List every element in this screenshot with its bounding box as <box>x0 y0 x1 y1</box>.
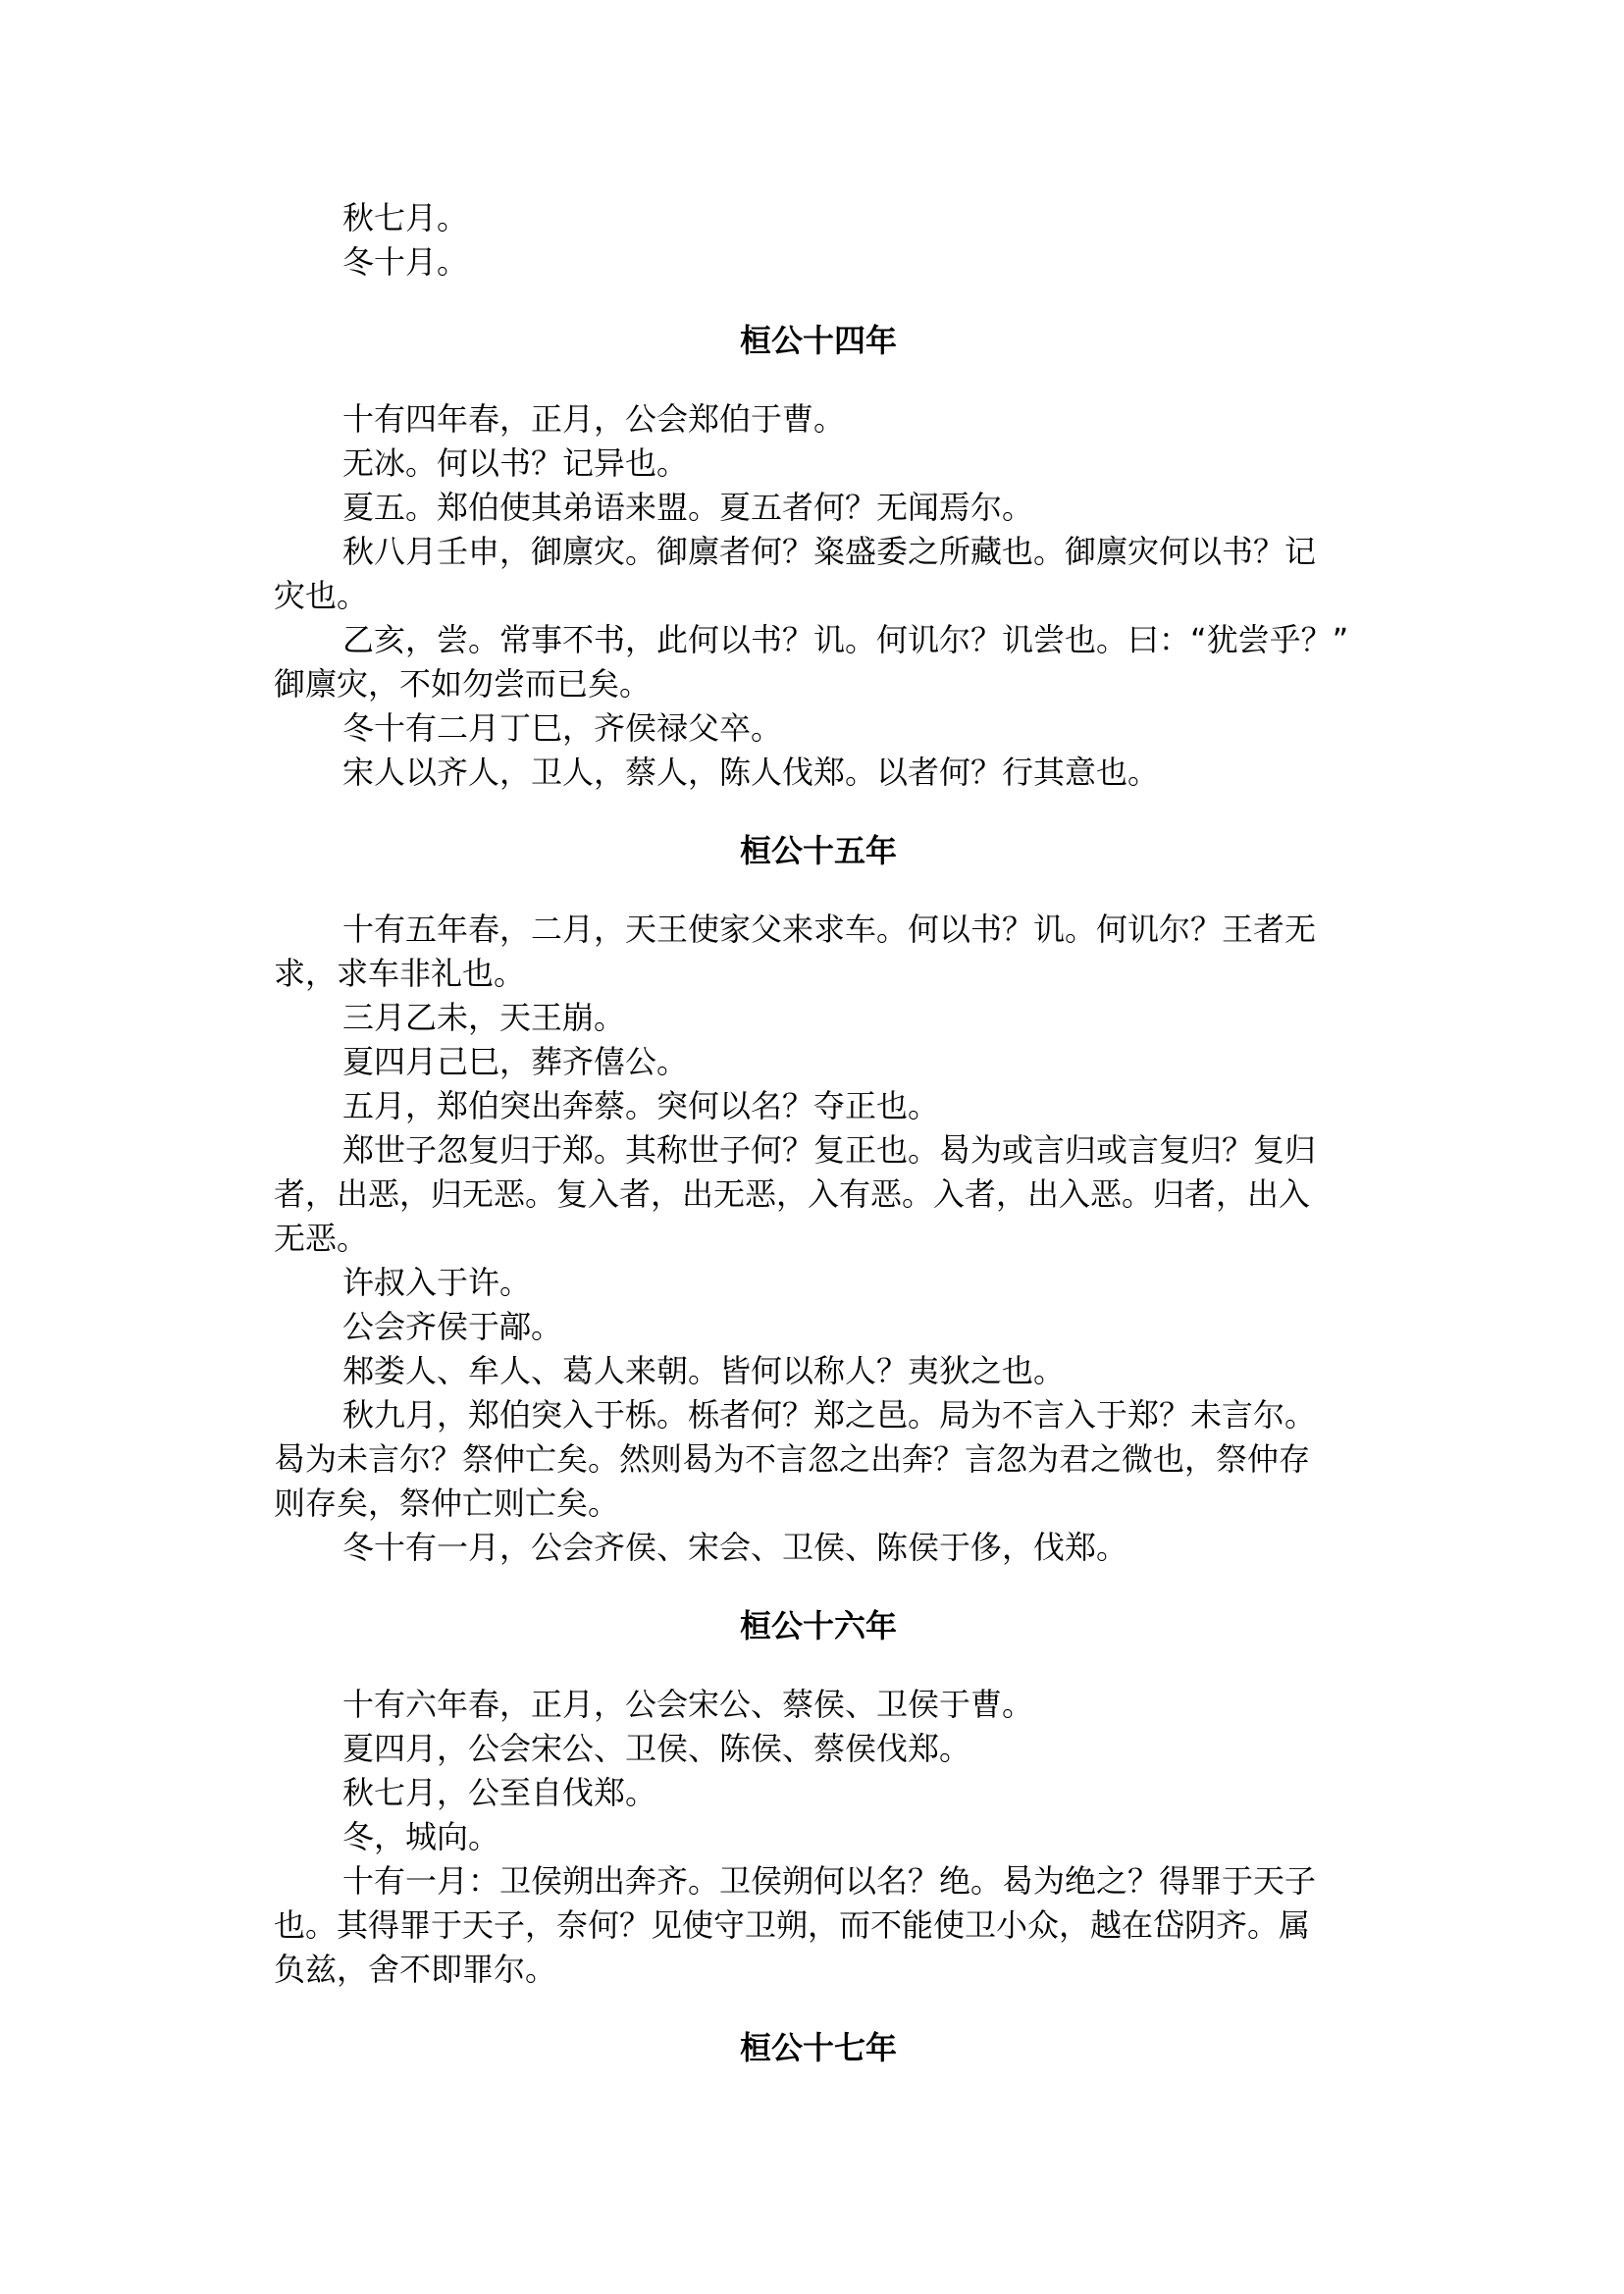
text-line: 灾也。 <box>274 577 369 614</box>
text-line: 公会齐侯于鄗。 <box>342 1308 563 1345</box>
text-line: 宋人以齐人，卫人，蔡人，陈人伐郑。以者何？行其意也。 <box>342 754 1160 791</box>
paragraph <box>274 618 1363 706</box>
text-line: 也。其得罪于天子，奈何？见使守卫朔，而不能使卫小众，越在岱阴齐。属 <box>274 1906 1311 1944</box>
paragraph <box>274 751 1363 795</box>
text-line: 十有五年春，二月，天王使家父来求车。何以书？讥。何讥尔？王者无 <box>342 911 1317 948</box>
section-heading: 桓公十四年 <box>739 322 897 359</box>
text-line: 夏四月，公会宋公、卫侯、陈侯、蔡侯伐郑。 <box>342 1730 971 1767</box>
text-line: 负兹，舍不即罪尔。 <box>274 1951 557 1988</box>
paragraph <box>274 996 1363 1040</box>
section-heading: 桓公十六年 <box>739 1607 897 1644</box>
paragraph <box>274 442 1363 486</box>
paragraph <box>274 397 1363 442</box>
section <box>274 1570 1363 1992</box>
text-line: 五月，郑伯突出奔蔡。突何以名？夺正也。 <box>342 1087 940 1124</box>
text-line: 许叔入于许。 <box>342 1264 532 1301</box>
section-heading: 桓公十五年 <box>739 832 897 869</box>
paragraph <box>274 1128 1363 1261</box>
text-line: 十有四年春，正月，公会郑伯于曹。 <box>342 400 846 438</box>
section <box>274 1992 1363 2105</box>
spacer <box>274 1648 1363 1683</box>
text-line: 夏五。郑伯使其弟语来盟。夏五者何？无闻焉尔。 <box>342 489 1034 526</box>
section <box>274 795 1363 1570</box>
spacer <box>274 795 1363 829</box>
paragraph <box>274 1040 1363 1084</box>
text-line: 十有一月：卫侯朔出奔齐。卫侯朔何以名？绝。曷为绝之？得罪于天子 <box>342 1862 1317 1900</box>
paragraph <box>274 486 1363 530</box>
paragraph <box>274 1261 1363 1305</box>
text-line: 郑世子忽复归于郑。其称世子何？复正也。曷为或言归或言复归？复归 <box>342 1131 1317 1169</box>
paragraph <box>274 1393 1363 1526</box>
text-line: 冬十月。 <box>342 243 469 281</box>
section <box>274 196 1363 285</box>
spacer <box>274 1570 1363 1604</box>
document-body <box>274 196 1363 2105</box>
paragraph <box>274 1859 1363 1992</box>
text-line: 冬十有一月，公会齐侯、宋会、卫侯、陈侯于侈，伐郑。 <box>342 1529 1128 1566</box>
paragraph <box>274 1305 1363 1349</box>
section-heading: 桓公十七年 <box>739 2029 897 2066</box>
text-line: 十有六年春，正月，公会宋公、蔡侯、卫侯于曹。 <box>342 1686 1034 1723</box>
text-line: 邾娄人、牟人、葛人来朝。皆何以称人？夷狄之也。 <box>342 1352 1066 1389</box>
text-line: 秋九月，郑伯突入于栎。栎者何？郑之邑。局为不言入于郑？未言尔。 <box>342 1396 1317 1434</box>
spacer <box>274 2070 1363 2105</box>
paragraph <box>274 706 1363 751</box>
spacer <box>274 285 1363 319</box>
text-line: 夏四月己巳，葬齐僖公。 <box>342 1043 689 1080</box>
paragraph <box>274 1815 1363 1859</box>
spacer <box>274 873 1363 908</box>
spacer <box>274 363 1363 397</box>
text-line: 冬十有二月丁巳，齐侯禄父卒。 <box>342 709 783 747</box>
paragraph <box>274 1349 1363 1393</box>
paragraph <box>274 240 1363 285</box>
text-line: 则存矣，祭仲亡则亡矣。 <box>274 1485 620 1522</box>
paragraph <box>274 908 1363 996</box>
paragraph <box>274 1526 1363 1570</box>
paragraph <box>274 530 1363 618</box>
paragraph <box>274 1084 1363 1128</box>
section <box>274 285 1363 795</box>
paragraph <box>274 196 1363 240</box>
text-line: 秋八月壬申，御廪灾。御廪者何？粢盛委之所藏也。御廪灾何以书？记 <box>342 533 1317 570</box>
text-line: 乙亥，尝。常事不书，此何以书？讥。何讥尔？讥尝也。曰：“犹尝乎？” <box>342 621 1349 658</box>
paragraph <box>274 1771 1363 1815</box>
paragraph <box>274 1727 1363 1771</box>
text-line: 秋七月，公至自伐郑。 <box>342 1774 657 1811</box>
text-line: 御廪灾，不如勿尝而已矣。 <box>274 665 652 703</box>
text-line: 者，出恶，归无恶。复入者，出无恶，入有恶。入者，出入恶。归者，出入 <box>274 1175 1311 1213</box>
spacer <box>274 1992 1363 2026</box>
text-line: 无冰。何以书？记异也。 <box>342 444 689 482</box>
text-line: 冬，城向。 <box>342 1818 500 1855</box>
paragraph <box>274 1683 1363 1727</box>
text-line: 三月乙未，天王崩。 <box>342 999 626 1036</box>
text-line: 秋七月。 <box>342 199 469 236</box>
text-line: 曷为未言尔？祭仲亡矣。然则曷为不言忽之出奔？言忽为君之微也，祭仲存 <box>274 1440 1311 1478</box>
text-line: 求，求车非礼也。 <box>274 955 526 992</box>
text-line: 无恶。 <box>274 1220 369 1257</box>
